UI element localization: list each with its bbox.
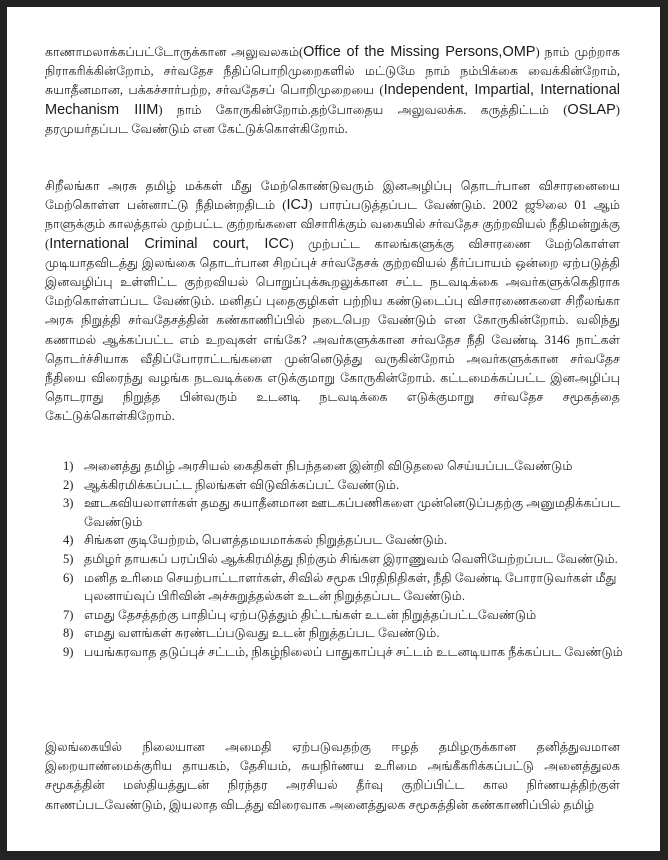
list-item: [63, 476, 623, 495]
item-number: 6): [63, 570, 74, 585]
item-text: ஊடகவியலாளர்கள் தமது சுயாதீனமான ஊடகப்பணிகளை முன்னெடுப்பதற்கு அனுமதிக்கப்பட வேண்டும்: [84, 496, 621, 529]
english-term: OSLAP: [567, 101, 616, 118]
english-term: Independent, Impartial, International Mechanism IIIM: [45, 82, 620, 118]
item-number: 3): [63, 496, 74, 511]
item-number: 9): [63, 644, 74, 659]
english-term: ICJ: [286, 197, 309, 214]
list-item: [63, 569, 623, 606]
item-number: 7): [63, 607, 74, 622]
item-number: 5): [63, 551, 74, 566]
item-text: தமிழர் தாயகப் பரப்பில் ஆக்கிரமித்து நிற்கும் சிங்கள இராணுவம் வெளியேற்றப்பட வேண்டும்.: [84, 551, 618, 566]
paragraph-icj-icc: [45, 177, 620, 427]
item-text: எமது தேசத்தற்கு பாதிப்பு ஏற்படுத்தும் திட்டங்கள் உடன் நிறுத்தப்பட்டவேண்டும்: [84, 607, 537, 622]
paragraph-sovereignty: இலங்கையில் நிலையான அமைதி ஏற்படுவதற்கு ஈழத் தமிழருக்கான தனித்துவமான இறையாண்மைக்குரிய தாயகம், தேசியம், சுயநிர்ணய உரிமை அங்கீகரிக்கப்பட்டு அனைத்துலக சமூகத்தின் மஸ்தியத்துடன் நிரந்தர அரசியல் தீர்வு குறிப்பிட்ட கால நிர்ணயத்திற்குள் காணப்படவேண்டும், இயலாத விடத்து விரைவாக அனைத்துலக சமூகத்தின் கண்காணிப்பில் தமிழ்: [45, 740, 620, 812]
item-text: மனித உரிமை செயற்பாட்டாளர்கள், சிவில் சமூக பிரதிநிதிகள், நீதி வேண்டி போராடுவர்கள் மீது புலனாய்வுப் பிரிவின் அச்சுறுத்தல்கள் உடன் நிறுத்தப்பட வேண்டும்.: [84, 570, 617, 604]
item-number: 4): [63, 533, 74, 548]
english-term: Office of the Missing Persons,OMP: [303, 44, 536, 60]
text: ) பாரப்படுத்தப்பட வேண்டும். 2002 ஜூலை 01 ஆம் நாளுக்கும் காலத்தால் முற்பட்ட குற்றங்களை விசாரிக்கும் வகையில் சர்வதேச குற்றவியல் நீதிமன்றுக்கு (: [45, 198, 620, 251]
list-item: [63, 531, 623, 550]
list-item: [63, 606, 623, 625]
demands-list: [63, 457, 623, 662]
list-item: [63, 457, 623, 476]
item-number: 8): [63, 626, 74, 641]
document-page: [7, 7, 660, 851]
list-item: [63, 550, 623, 569]
item-text: பயங்கரவாத தடுப்புச் சட்டம், நிகழ்நிலைப் பாதுகாப்புச் சட்டம் உடனடியாக நீக்கப்பட வேண்டும்: [84, 644, 623, 659]
item-text: அனைத்து தமிழ் அரசியல் கைதிகள் நிபந்தனை இன்றி விடுதலை செய்யப்படவேண்டும்: [84, 459, 573, 473]
text: ) தரமுயர்தப்பட வேண்டும் என கேட்டுக்கொள்கிறோம்.: [45, 102, 620, 136]
item-number: 1): [63, 459, 74, 473]
item-number: 2): [63, 477, 74, 492]
english-term: International Criminal court, ICC: [49, 235, 290, 252]
list-item: [63, 624, 623, 643]
list-item: [63, 494, 623, 531]
item-text: எமது வளங்கள் சுரண்டப்படுவது உடன் நிறுத்தப்பட வேண்டும்.: [84, 626, 440, 641]
item-text: ஆக்கிரமிக்கப்பட்ட நிலங்கள் விடுவிக்கப்பட் வேண்டும்.: [84, 477, 400, 492]
text: ) நாம் முற்றாக நிராகரிக்கின்றோம், சர்வதேச நீதிப்பொறிமுறைகளில் மட்டுமே நாம் நம்பிக்கை வைக்கின்றோம், சுயாதீனமான, பக்கச்சார்பற்ற, சர்வதேசப் பொறிமுறையை (: [45, 45, 620, 98]
paragraph-omp: [45, 43, 620, 139]
list-item: [63, 643, 623, 662]
text: காணாமலாக்கப்பட்டோருக்கான அலுவலகம்(: [45, 45, 304, 59]
item-text: சிங்கள குடியேற்றம், பௌத்தமயமாக்கல் நிறுத்தப்பட வேண்டும்.: [84, 533, 448, 548]
text: சிறீலங்கா அரசு தமிழ் மக்கள் மீது மேற்கொண்டுவரும் இனஅழிப்பு தொடர்பான விசாரனையை மேற்கொள்ள பன்னாட்டு நீதிமன்றதிடம் (: [45, 179, 620, 213]
text: ) முற்பட்ட காலங்களுக்கு விசாரணை மேற்கொள்ள முடியாதவிடத்து இலங்கை தொடர்பான சிறப்புச் சர்வதேசக் குற்றவியல் தீர்ப்பாயம் ஒன்றை ஏற்படுத்தி இனவழிப்பு உள்ளிட்ட குற்றவியல் பொறுப்புக்கூறலுக்கான சட்ட நடவடிக்கை அவர்களுக்கெதிராக மேற்கொள்ளப்பட வேண்டும். மனிதப் புதைகுழிகள் பற்றிய கண்டுடைப்பு விசாரணைகளை சிறீலங்கா அரசு நிறுத்தி சர்வதேசத்தின் கண்காணிப்பில் நடைபெற வேண்டும் என கோருகின்றோம். வலிந்து கணாமல் ஆக்கப்பட்ட எம் உறவுகள் எங்கே? அவர்களுக்கான சர்வதேச நீதி வேண்டி 3146 நாட்கள் தொடர்ச்சியாக வீதிப்போராட்டங்களை முன்னெடுத்து வருகின்றோம் அவர்களுக்கான சர்வதேச நீதியை விரைந்து வழங்க நடவடிக்கை எடுக்குமாறு கோருகின்றோம். கட்டமைக்கப்பட்ட இனஅழிப்பு தொடராது நிறுத்த பின்வரும் உடனடி நடவடிக்கை எடுக்குமாறு சர்வதேச சமூகத்தை கேட்டுக்கொள்கிறோம்.: [45, 236, 620, 424]
text: ) நாம் கோருகின்றோம்.தற்போதைய அலுவலக்க. கருத்திட்டம் (: [158, 102, 568, 117]
